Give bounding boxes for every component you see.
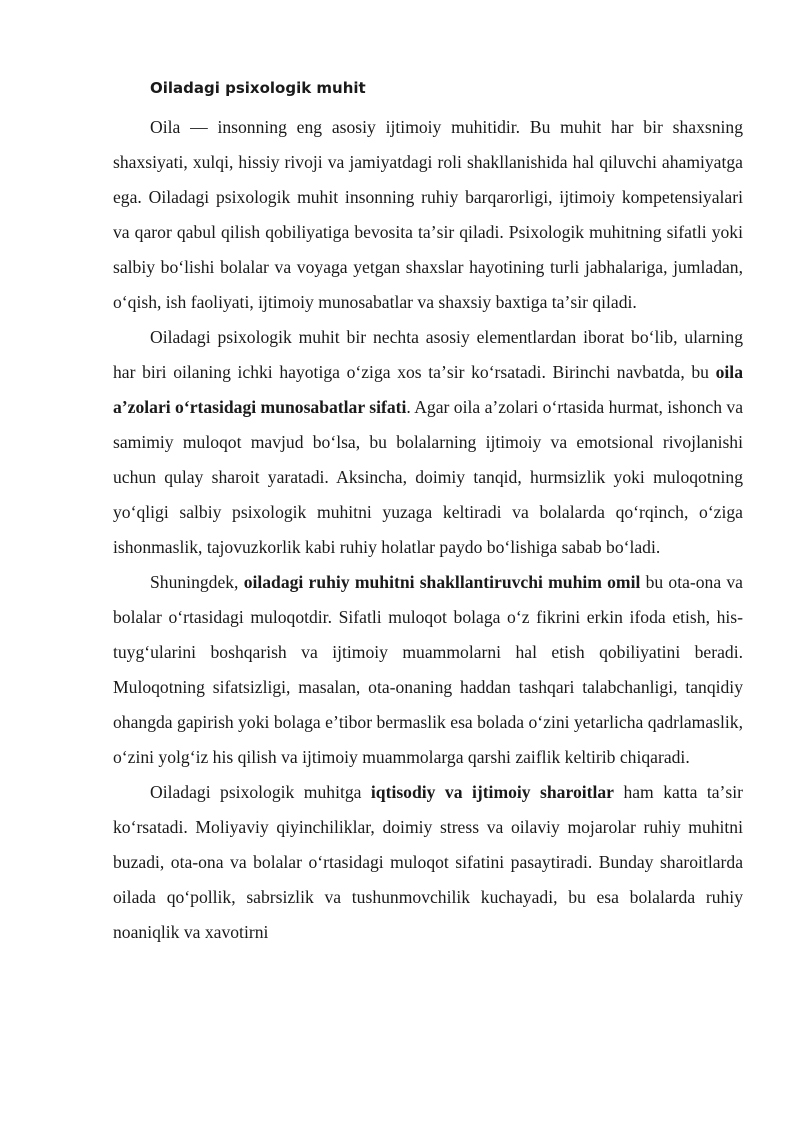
emphasis-text: iqtisodiy va ijtimoiy sharoitlar xyxy=(370,782,614,802)
paragraph-1 xyxy=(113,110,743,320)
paragraph-text: ham katta taʼsir koʻrsatadi. Moliyaviy qiyinchiliklar, doimiy stress va oilaviy mojarolar ruhiy muhitni buzadi, ota-ona va bolalar oʻrtasidagi muloqot sifatini pasaytiradi. Bunday sharoitlarda oilada qoʻpollik, sabrsizlik va tushunmovchilik kuchayadi, bu esa bolalarda ruhiy noaniqlik va xavotirni xyxy=(113,782,743,942)
paragraph-text: bu ota-ona va bolalar oʻrtasidagi muloqotdir. Sifatli muloqot bolaga oʻz fikrini erkin ifoda etish, his-tuygʻularini boshqarish va ijtimoiy muammolarni hal etish qobiliyatini beradi. Muloqotning sifatsizligi, masalan, ota-onaning haddan tashqari talabchanligi, tanqidiy ohangda gapirish yoki bolaga eʼtibor bermaslik esa bolada oʻzini yetarlicha qadrlamaslik, oʻzini yolgʻiz his qilish va ijtimoiy muammolarga qarshi zaiflik keltirib chiqaradi. xyxy=(113,572,743,767)
paragraph-4 xyxy=(113,775,743,950)
paragraph-2 xyxy=(113,320,743,565)
document-page xyxy=(113,78,743,950)
paragraph-text: Oiladagi psixologik muhit bir nechta asosiy elementlardan iborat boʻlib, ularning har biri oilaning ichki hayotiga oʻziga xos taʼsir koʻrsatadi. Birinchi navbatda, bu xyxy=(113,327,743,382)
paragraph-text: . Agar oila aʼzolari oʻrtasida hurmat, ishonch va samimiy muloqot mavjud boʻlsa, bu bolalarning ijtimoiy va emotsional rivojlanishi uchun qulay sharoit yaratadi. Aksincha, doimiy tanqid, hurmsizlik yoki muloqotning yoʻqligi salbiy psixologik muhitni yuzaga keltiradi va bolalarda qoʻrqinch, oʻziga ishonmaslik, tajovuzkorlik kabi ruhiy holatlar paydo boʻlishiga sabab boʻladi. xyxy=(113,397,743,557)
section-heading: Oiladagi psixologik muhit xyxy=(150,79,366,97)
paragraph-text: Oila — insonning eng asosiy ijtimoiy muhitidir. Bu muhit har bir shaxsning shaxsiyati, xulqi, hissiy rivoji va jamiyatdagi roli shakllanishida hal qiluvchi ahamiyatga ega. Oiladagi psixologik muhit insonning ruhiy barqarorligi, ijtimoiy kompetensiyalari va qaror qabul qilish qobiliyatiga bevosita taʼsir qiladi. Psixologik muhitning sifatli yoki salbiy boʻlishi bolalar va voyaga yetgan shaxslar hayotining turli jabhalariga, jumladan, oʻqish, ish faoliyati, ijtimoiy munosabatlar va shaxsiy baxtiga taʼsir qiladi. xyxy=(113,117,743,312)
paragraph-text: Shuningdek, xyxy=(150,572,244,592)
emphasis-text: oila aʼzolari oʻrtasidagi munosabatlar sifati xyxy=(113,362,743,417)
paragraph-text: Oiladagi psixologik muhitga xyxy=(150,782,371,802)
emphasis-text: oiladagi ruhiy muhitni shakllantiruvchi muhim omil xyxy=(243,572,641,592)
paragraph-3 xyxy=(113,565,743,775)
